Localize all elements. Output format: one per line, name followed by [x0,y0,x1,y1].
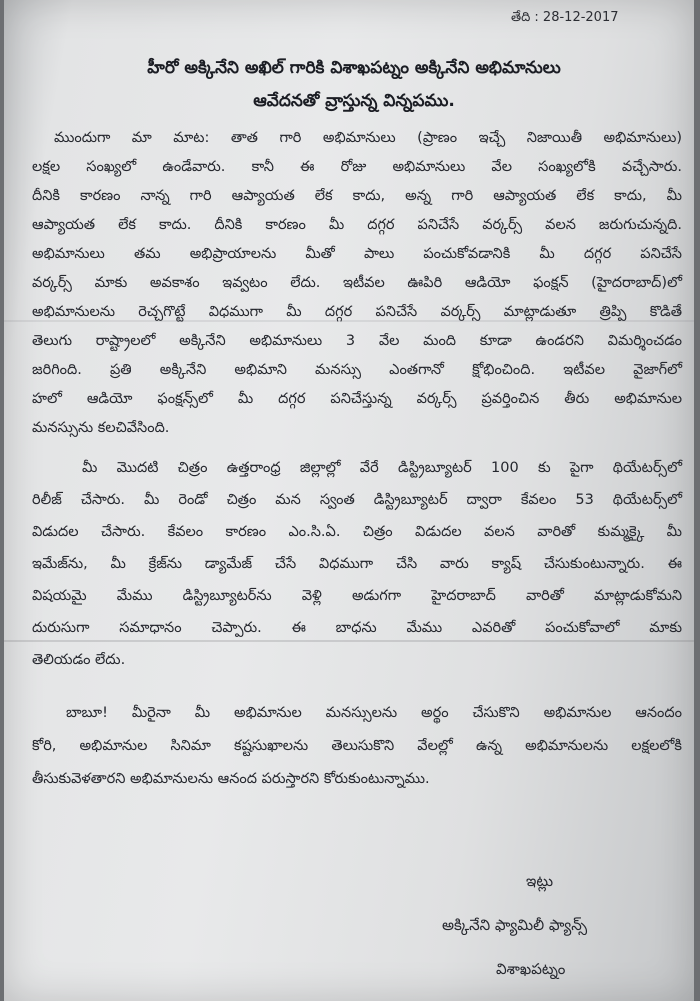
body-line: దురుసుగా సమాధానం చెప్పారు. ఈ బాధను మేము ఎవరితో పంచుకోవాలో మాకు [32,620,682,636]
body-line: మీ మొదటి చిత్రం ఉత్తరాంధ్ర జిల్లాల్లో వేరే డిస్ట్రిబ్యూటర్ 100 కు పైగా థియేటర్స్‌లో [82,460,682,476]
signature-place: విశాఖపట్నం [496,960,566,978]
body-line: వర్కర్స్ మాకు అవకాశం ఇవ్వటం లేదు. ఇటీవల ఊపిరి ఆడియో ఫంక్షన్ (హైదరాబాద్)లో [32,275,682,291]
body-line: హలో ఆడియో ఫంక్షన్స్‌లో మీ దగ్గర పనిచేస్తున్న వర్కర్స్ ప్రవర్తించిన తీరు అభిమానుల [32,391,682,407]
body-line: జరిగింది. ప్రతి అక్కినేని అభిమాని మనస్సు ఎంతగానో క్షోభించింది. ఇటీవల వైజాగ్‌లో [32,362,682,378]
body-line: ముందుగా మా మాట: తాత గారి అభిమానులు (ప్రాణం ఇచ్చే నిజాయితీ అభిమానులు) [54,130,682,146]
body-line: అభిమానులు తమ అభిప్రాయాలను మీతో పాలు పంచుకోవడానికి మీ దగ్గర పనిచేసే [32,246,682,262]
signature-closing: ఇట్లు [526,872,554,890]
letter-title-line: ఆవేదనతో వ్రాస్తున్న విన్నపము. [253,91,455,111]
body-line: ఆప్యాయత లేక కాదు. దీనికి కారణం మీ దగ్గర పనిచేసే వర్కర్స్ వలన జరుగుచున్నది. [32,217,682,233]
body-line: అభిమానులను రెచ్చగొట్టే విధముగా మీ దగ్గర పనిచేసే వర్కర్స్ మాట్లాడుతూ త్రిప్పి కొడితే [32,304,682,320]
body-line: తెలుగు రాష్ట్రాలలో అక్కినేని అభిమానులు 3 వేల మంది కూడా ఉండరని విమర్శించడం [32,333,682,349]
body-line: తీసుకువెళతారని అభిమానులను ఆనంద పరుస్తారని కోరుకుంటున్నాము. [32,771,430,787]
signature-name: అక్కినేని ఫ్యామిలీ ఫ్యాన్స్ [442,916,588,934]
letter-paper [4,0,694,1001]
body-line: బాబూ! మీరైనా మీ అభిమానుల మనస్సులను అర్థం చేసుకొని అభిమానుల ఆనందం [66,705,682,721]
letter-date: తేది : 28-12-2017 [511,10,619,25]
body-line: ఇమేజ్‌ను, మీ క్రేజ్‌ను డ్యామేజ్ చేసే విధముగా చేసి వారు క్యాష్ చేసుకుంటున్నారు. ఈ [32,556,682,572]
body-line: కోరి, అభిమానుల సినిమా కష్టసుఖాలను తెలుసుకొని వేలల్లో ఉన్న అభిమానులను లక్షలలోకి [32,738,682,754]
body-line: విడుదల చేసారు. కేవలం కారణం ఎం.సి.ఏ. చిత్రం విడుదల వలన వారితో కుమ్మక్కై మీ [32,524,682,540]
body-line: మనస్సును కలచివేసింది. [32,420,170,436]
letter-title-line: హీరో అక్కినేని అఖిల్ గారికి విశాఖపట్నం అక్కినేని అభిమానులు [147,58,561,78]
body-line: రిలీజ్ చేసారు. మీ రెండో చిత్రం మన స్వంత డిస్ట్రిబ్యూటర్ ద్వారా కేవలం 53 థియేటర్స్‌లో [32,492,682,508]
paper-fold-line [4,640,694,642]
body-line: విషయమై మేము డిస్ట్రిబ్యూటర్‌ను వెళ్లి అడుగగా హైదరాబాద్ వారితో మాట్లాడుకోమని [32,588,682,604]
body-line: లక్షల సంఖ్యలో ఉండేవారు. కానీ ఈ రోజు అభిమానులు వేల సంఖ్యలోకి వచ్చేసారు. [32,159,682,175]
body-line: దీనికి కారణం నాన్న గారి ఆప్యాయత లేక కాదు, అన్న గారి ఆప్యాయత లేక కాదు, మీ [32,188,682,204]
body-line: తెలియడం లేదు. [32,652,126,668]
